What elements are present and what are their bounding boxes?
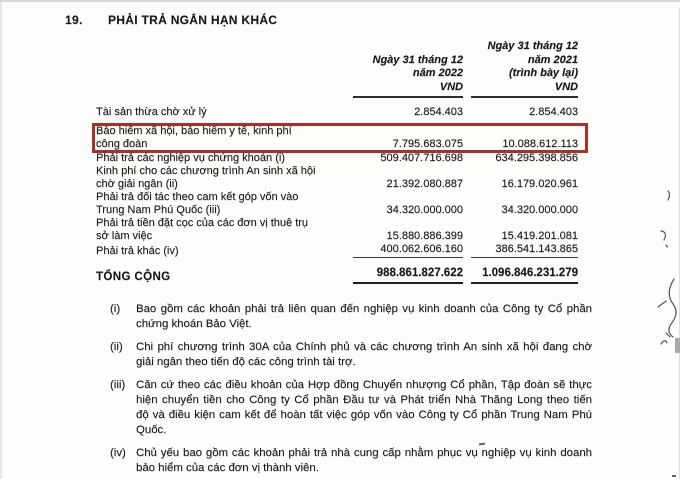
- row-label-line: Trung Nam Phú Quốc (iii): [96, 204, 221, 216]
- row-value-2021: 2.854.403: [529, 106, 578, 118]
- table-row: [96, 106, 578, 119]
- row-value-2022: 15.880.886.399: [386, 230, 463, 242]
- table-row: [96, 243, 578, 258]
- row-label-line: công đoàn: [96, 138, 148, 150]
- total-label: TỔNG CỘNG: [96, 271, 171, 283]
- footnote-text: [136, 378, 592, 438]
- footnote: [110, 302, 592, 332]
- row-label-line: Phải trả đối tác theo cam kết góp vốn vào: [96, 191, 299, 203]
- row-value-2021: 34.320.000.000: [501, 204, 578, 216]
- footnote-line: hiện chuyển tiền cho Công ty Cổ phần Đầu tư và Phát triển Nhà Thăng Long theo tiến: [136, 394, 592, 406]
- footnote-marker: (iv): [110, 447, 126, 459]
- col-header-line: Ngày 31 tháng 12: [487, 40, 578, 52]
- table-row: [96, 152, 578, 165]
- table-body: [96, 106, 578, 258]
- footnote-line: Chủ yếu bao gồm các khoản phải trả nhà cung cấp nhằm phục vụ nghiệp vụ kinh doanh: [136, 447, 592, 459]
- footnote-text: [136, 446, 592, 476]
- footnote-line: chứng khoán Bảo Việt.: [136, 318, 252, 330]
- row-label: [96, 191, 353, 217]
- total-value-2022: 988.861.827.622: [353, 266, 463, 284]
- footnote-line: Bao gồm các khoản phải trả liên quan đến nghiệp vụ kinh doanh của Công ty Cổ phần: [136, 303, 592, 315]
- col-header-line: VND: [439, 80, 463, 93]
- footnote-marker: (ii): [110, 341, 123, 353]
- row-label-line: Phải trả tiền đặt cọc của các đơn vị thuê trụ: [96, 217, 309, 229]
- row-value-2021: 386.541.143.865: [471, 243, 578, 258]
- row-value-2022: 7.795.683.075: [392, 138, 463, 150]
- footnote-line: Căn cứ theo các điều khoản của Hợp đồng Chuyển nhượng Cổ phần, Tập đoàn sẽ thực: [136, 379, 592, 391]
- footnote-line: bảo hiểm của các đơn vị thành viên.: [136, 462, 319, 474]
- scan-artifact-squiggles: [648, 185, 680, 350]
- row-value-2021: 634.295.398.856: [495, 152, 578, 164]
- row-value-2022: 2.854.403: [414, 106, 463, 118]
- scan-edge-left: [0, 0, 2, 479]
- row-label: [96, 217, 353, 243]
- row-value-2022: 509.407.716.698: [380, 152, 463, 164]
- row-label-line: Bảo hiểm xã hội, bảo hiểm y tế, kinh phí: [96, 125, 292, 137]
- row-value-2021: 16.179.020.961: [501, 178, 578, 190]
- table-row: [96, 217, 578, 243]
- row-label: [96, 125, 353, 151]
- row-label: [96, 165, 353, 191]
- table-row: [96, 165, 578, 191]
- table-column-headers: [96, 40, 578, 98]
- footnote-text: [136, 302, 592, 332]
- scan-edge-top: [0, 0, 680, 2]
- row-value-2022: 400.062.606.160: [353, 243, 463, 258]
- row-label-line: sở làm việc: [96, 230, 153, 242]
- row-label: [96, 245, 353, 258]
- col-header-line: Ngày 31 tháng 12: [372, 53, 463, 66]
- footnote-marker: (i): [110, 303, 121, 315]
- table-row: [96, 191, 578, 217]
- footnote-marker: (iii): [110, 379, 126, 391]
- col-header-line: năm 2022: [412, 67, 463, 79]
- table-row-highlighted: [96, 125, 578, 151]
- footnote-text: [136, 340, 592, 370]
- footnote-line: Quốc.: [136, 424, 167, 436]
- footnote-line: giải ngân theo tiến độ các công trình tài trợ.: [136, 356, 356, 368]
- row-label: [96, 106, 353, 119]
- section-heading: [65, 13, 277, 27]
- col-header-line: VND: [554, 80, 578, 93]
- col-header-line: (trình bày lại): [508, 67, 578, 79]
- row-value-2021: 10.088.612.113: [502, 138, 578, 150]
- row-label-line: Kinh phí cho các chương trình An sinh xã hội: [96, 165, 316, 177]
- footnotes: [110, 302, 592, 479]
- row-value-2022: 34.320.000.000: [386, 204, 463, 216]
- col-header-2: [471, 40, 578, 98]
- col-header-1: [353, 54, 463, 99]
- footnote-line: độ và điều kiện cam kết để hoàn tất việc góp vốn vào Công ty Cổ phần Trung Nam Phú: [136, 409, 592, 421]
- footnote: [110, 378, 592, 438]
- footnote: [110, 340, 592, 370]
- payables-table: [96, 106, 578, 284]
- row-label-line: Tài sản thừa chờ xử lý: [96, 106, 207, 118]
- row-label-line: chờ giải ngân (ii): [96, 178, 178, 190]
- total-value-2021: 1.096.846.231.279: [471, 266, 578, 284]
- col-header-line: năm 2021: [527, 53, 578, 66]
- footnote-line: Chi phí chương trình 30A của Chính phủ và các chương trình An sinh xã hội đang chờ: [136, 341, 592, 353]
- table-total-row: [96, 266, 578, 284]
- footnote: [110, 446, 592, 476]
- section-number: 19.: [65, 13, 83, 27]
- row-value-2021: 15.419.201.081: [501, 230, 578, 242]
- page-title: PHẢI TRẢ NGẮN HẠN KHÁC: [108, 13, 278, 27]
- row-value-2022: 21.392.080.887: [386, 178, 463, 190]
- row-label-line: Phải trả khác (iv): [96, 245, 179, 257]
- row-label: [96, 152, 353, 165]
- scan-artifact-dot: [672, 475, 676, 477]
- row-label-line: Phải trả các nghiệp vụ chứng khoán (i): [96, 152, 285, 164]
